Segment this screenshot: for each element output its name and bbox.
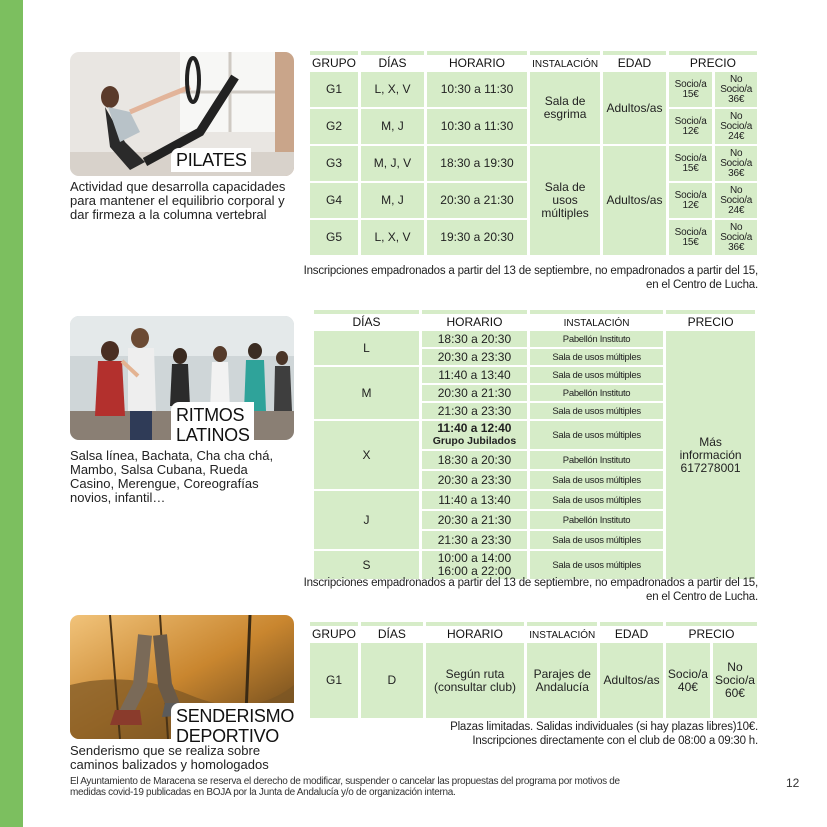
cell-precio-socio: Socio/a 15€ xyxy=(669,220,712,255)
cell-horario: 20:30 a 23:30 xyxy=(422,471,527,489)
cell-precio-socio: Socio/a 15€ xyxy=(669,72,712,107)
cell-precio-nosocio: No Socio/a 36€ xyxy=(715,220,757,255)
cell-horario-sabado xyxy=(422,551,527,579)
header-dias: DÍAS xyxy=(314,310,419,329)
pilates-note-line1: Inscripciones empadronados a partir del 13 de septiembre, no empadronados a partir del 15, xyxy=(303,265,758,277)
precio-phone: 617278001 xyxy=(680,460,741,475)
cell-instalacion: Sala de usos múltiples xyxy=(530,471,663,489)
nosocio-line1: No xyxy=(727,660,743,674)
cell-horario: 11:40 a 13:40 xyxy=(422,491,527,509)
cell-grupo: G4 xyxy=(310,183,358,218)
ritmos-title xyxy=(171,402,254,447)
cell-precio-info xyxy=(666,331,755,579)
cell-instalacion: Pabellón Instituto xyxy=(530,385,663,401)
cell-dias: L, X, V xyxy=(361,220,424,255)
cell-dias: M, J xyxy=(361,109,424,144)
ritmos-title-line2: LATINOS xyxy=(176,425,250,445)
cell-day-j: J xyxy=(314,491,419,549)
horario-line1: Según ruta xyxy=(445,666,505,681)
senderismo-title xyxy=(171,703,298,748)
cell-precio-socio: Socio/a 12€ xyxy=(669,183,712,218)
socio-line2: 40€ xyxy=(677,679,698,694)
senderismo-title-line1: SENDERISMO xyxy=(176,706,295,726)
header-instalacion: INSTALACIÓN xyxy=(527,622,597,641)
cell-instalacion-esgrima: Sala de esgrima xyxy=(530,72,600,144)
cell-precio-nosocio: No Socio/a 36€ xyxy=(715,146,757,181)
instalacion-line2: Andalucía xyxy=(535,679,589,694)
header-dias: DÍAS xyxy=(361,622,423,641)
cell-horario: 20:30 a 21:30 xyxy=(427,183,527,218)
cell-horario xyxy=(426,643,525,718)
horario-sabado-a: 10:00 a 14:00 xyxy=(437,551,512,565)
nosocio-line2: Socio/a xyxy=(714,673,755,687)
cell-precio-socio: Socio/a 12€ xyxy=(669,109,712,144)
instalacion-line1: Parajes de xyxy=(533,666,591,681)
senderismo-title-line2: DEPORTIVO xyxy=(176,726,279,746)
cell-instalacion: Pabellón Instituto xyxy=(530,511,663,529)
footer-disclaimer: El Ayuntamiento de Maracena se reserva el derecho de modificar, suspender o cancelar las propuestas del programa por motivos de medidas covid-19 publicadas en BOJA por la Junta de Andalucía y/o de organización interna. xyxy=(70,776,620,798)
cell-dias: M, J xyxy=(361,183,424,218)
ritmos-title-line1: RITMOS xyxy=(176,405,245,425)
senderismo-note xyxy=(400,720,758,748)
cell-horario: 18:30 a 20:30 xyxy=(422,451,527,469)
senderismo-description: Senderismo que se realiza sobre caminos balizados y homologados xyxy=(70,743,269,772)
header-horario: HORARIO xyxy=(427,51,527,70)
cell-instalacion: Pabellón Instituto xyxy=(530,331,663,347)
header-instalacion: INSTALACIÓN xyxy=(530,310,663,329)
cell-instalacion: Sala de usos múltiples xyxy=(530,349,663,365)
senderismo-note-line1: Plazas limitadas. Salidas individuales (si hay plazas libres)10€. xyxy=(450,721,758,733)
page-number: 12 xyxy=(786,776,800,790)
senderismo-schedule-table xyxy=(307,620,760,720)
ritmos-section xyxy=(70,316,310,516)
pilates-note xyxy=(300,264,758,292)
header-edad: EDAD xyxy=(600,622,663,641)
cell-horario: 10:30 a 11:30 xyxy=(427,109,527,144)
pilates-note-line2: en el Centro de Lucha. xyxy=(646,279,758,291)
senderismo-note-line2: Inscripciones directamente con el club de 08:00 a 09:30 h. xyxy=(472,735,758,747)
header-grupo: GRUPO xyxy=(310,51,358,70)
cell-horario: 20:30 a 21:30 xyxy=(422,385,527,401)
cell-precio-nosocio xyxy=(713,643,757,718)
cell-precio-nosocio: No Socio/a 36€ xyxy=(715,72,757,107)
cell-horario: 19:30 a 20:30 xyxy=(427,220,527,255)
pilates-section xyxy=(70,52,310,232)
senderismo-section xyxy=(70,615,310,772)
pilates-title: PILATES xyxy=(171,148,251,172)
header-dias: DÍAS xyxy=(361,51,424,70)
cell-grupo: G3 xyxy=(310,146,358,181)
cell-horario: 21:30 a 23:30 xyxy=(422,531,527,549)
cell-precio-nosocio: No Socio/a 24€ xyxy=(715,183,757,218)
ritmos-schedule-table xyxy=(311,308,758,581)
precio-line2: información xyxy=(679,447,742,462)
cell-horario: 10:30 a 11:30 xyxy=(427,72,527,107)
cell-horario: 21:30 a 23:30 xyxy=(422,403,527,419)
horario-jubilados-time: 11:40 a 12:40 xyxy=(437,421,512,435)
cell-edad: Adultos/as xyxy=(603,72,666,144)
cell-instalacion-usos-multiples: Sala de usos múltiples xyxy=(530,146,600,255)
cell-instalacion: Sala de usos múltiples xyxy=(530,531,663,549)
cell-horario: 18:30 a 20:30 xyxy=(422,331,527,347)
cell-dias: L, X, V xyxy=(361,72,424,107)
pilates-schedule-table xyxy=(307,49,760,257)
cell-instalacion: Pabellón Instituto xyxy=(530,451,663,469)
cell-day-m: M xyxy=(314,367,419,419)
nosocio-line3: 60€ xyxy=(724,686,745,700)
horario-sabado-b: 16:00 a 22:00 xyxy=(437,564,512,578)
header-precio: PRECIO xyxy=(666,310,755,329)
cell-grupo: G1 xyxy=(310,643,358,718)
cell-day-x: X xyxy=(314,421,419,489)
ritmos-note-line2: en el Centro de Lucha. xyxy=(646,591,758,603)
cell-horario: 11:40 a 13:40 xyxy=(422,367,527,383)
cell-dias: D xyxy=(361,643,423,718)
cell-instalacion xyxy=(527,643,597,718)
header-horario: HORARIO xyxy=(426,622,525,641)
pilates-description: Actividad que desarrolla capacidades para mantener el equilibrio corporal y dar firmeza a la columna vertebral xyxy=(70,179,286,222)
cell-horario: 18:30 a 19:30 xyxy=(427,146,527,181)
cell-edad: Adultos/as xyxy=(603,146,666,255)
cell-grupo: G2 xyxy=(310,109,358,144)
precio-line1: Más xyxy=(699,434,722,449)
cell-dias: M, J, V xyxy=(361,146,424,181)
ritmos-description: Salsa línea, Bachata, Cha cha chá, Mambo, Salsa Cubana, Rueda Casino, Merengue, Coreografías novios, infantil… xyxy=(70,448,274,505)
cell-day-s: S xyxy=(314,551,419,579)
cell-instalacion: Sala de usos múltiples xyxy=(530,403,663,419)
horario-jubilados-label: Grupo Jubilados xyxy=(432,435,517,447)
ritmos-note-line1: Inscripciones empadronados a partir del 13 de septiembre, no empadronados a partir del 15, xyxy=(303,577,758,589)
header-precio: PRECIO xyxy=(666,622,757,641)
cell-instalacion: Sala de usos múltiples xyxy=(530,491,663,509)
horario-line2: (consultar club) xyxy=(433,679,516,694)
cell-grupo: G1 xyxy=(310,72,358,107)
cell-instalacion: Sala de usos múltiples xyxy=(530,421,663,449)
header-precio: PRECIO xyxy=(669,51,757,70)
cell-horario-jubilados xyxy=(422,421,527,449)
cell-instalacion: Sala de usos múltiples xyxy=(530,367,663,383)
cell-grupo: G5 xyxy=(310,220,358,255)
cell-horario: 20:30 a 23:30 xyxy=(422,349,527,365)
header-edad: EDAD xyxy=(603,51,666,70)
header-instalacion: INSTALACIÓN xyxy=(530,51,600,70)
ritmos-note xyxy=(300,576,758,604)
cell-precio-nosocio: No Socio/a 24€ xyxy=(715,109,757,144)
cell-precio-socio: Socio/a 15€ xyxy=(669,146,712,181)
green-sidebar-strip xyxy=(0,0,23,827)
header-horario: HORARIO xyxy=(422,310,527,329)
cell-instalacion: Sala de usos múltiples xyxy=(530,551,663,579)
cell-precio-socio xyxy=(666,643,710,718)
cell-day-l: L xyxy=(314,331,419,365)
cell-edad: Adultos/as xyxy=(600,643,663,718)
cell-horario: 20:30 a 21:30 xyxy=(422,511,527,529)
socio-line1: Socio/a xyxy=(667,666,708,681)
header-grupo: GRUPO xyxy=(310,622,358,641)
